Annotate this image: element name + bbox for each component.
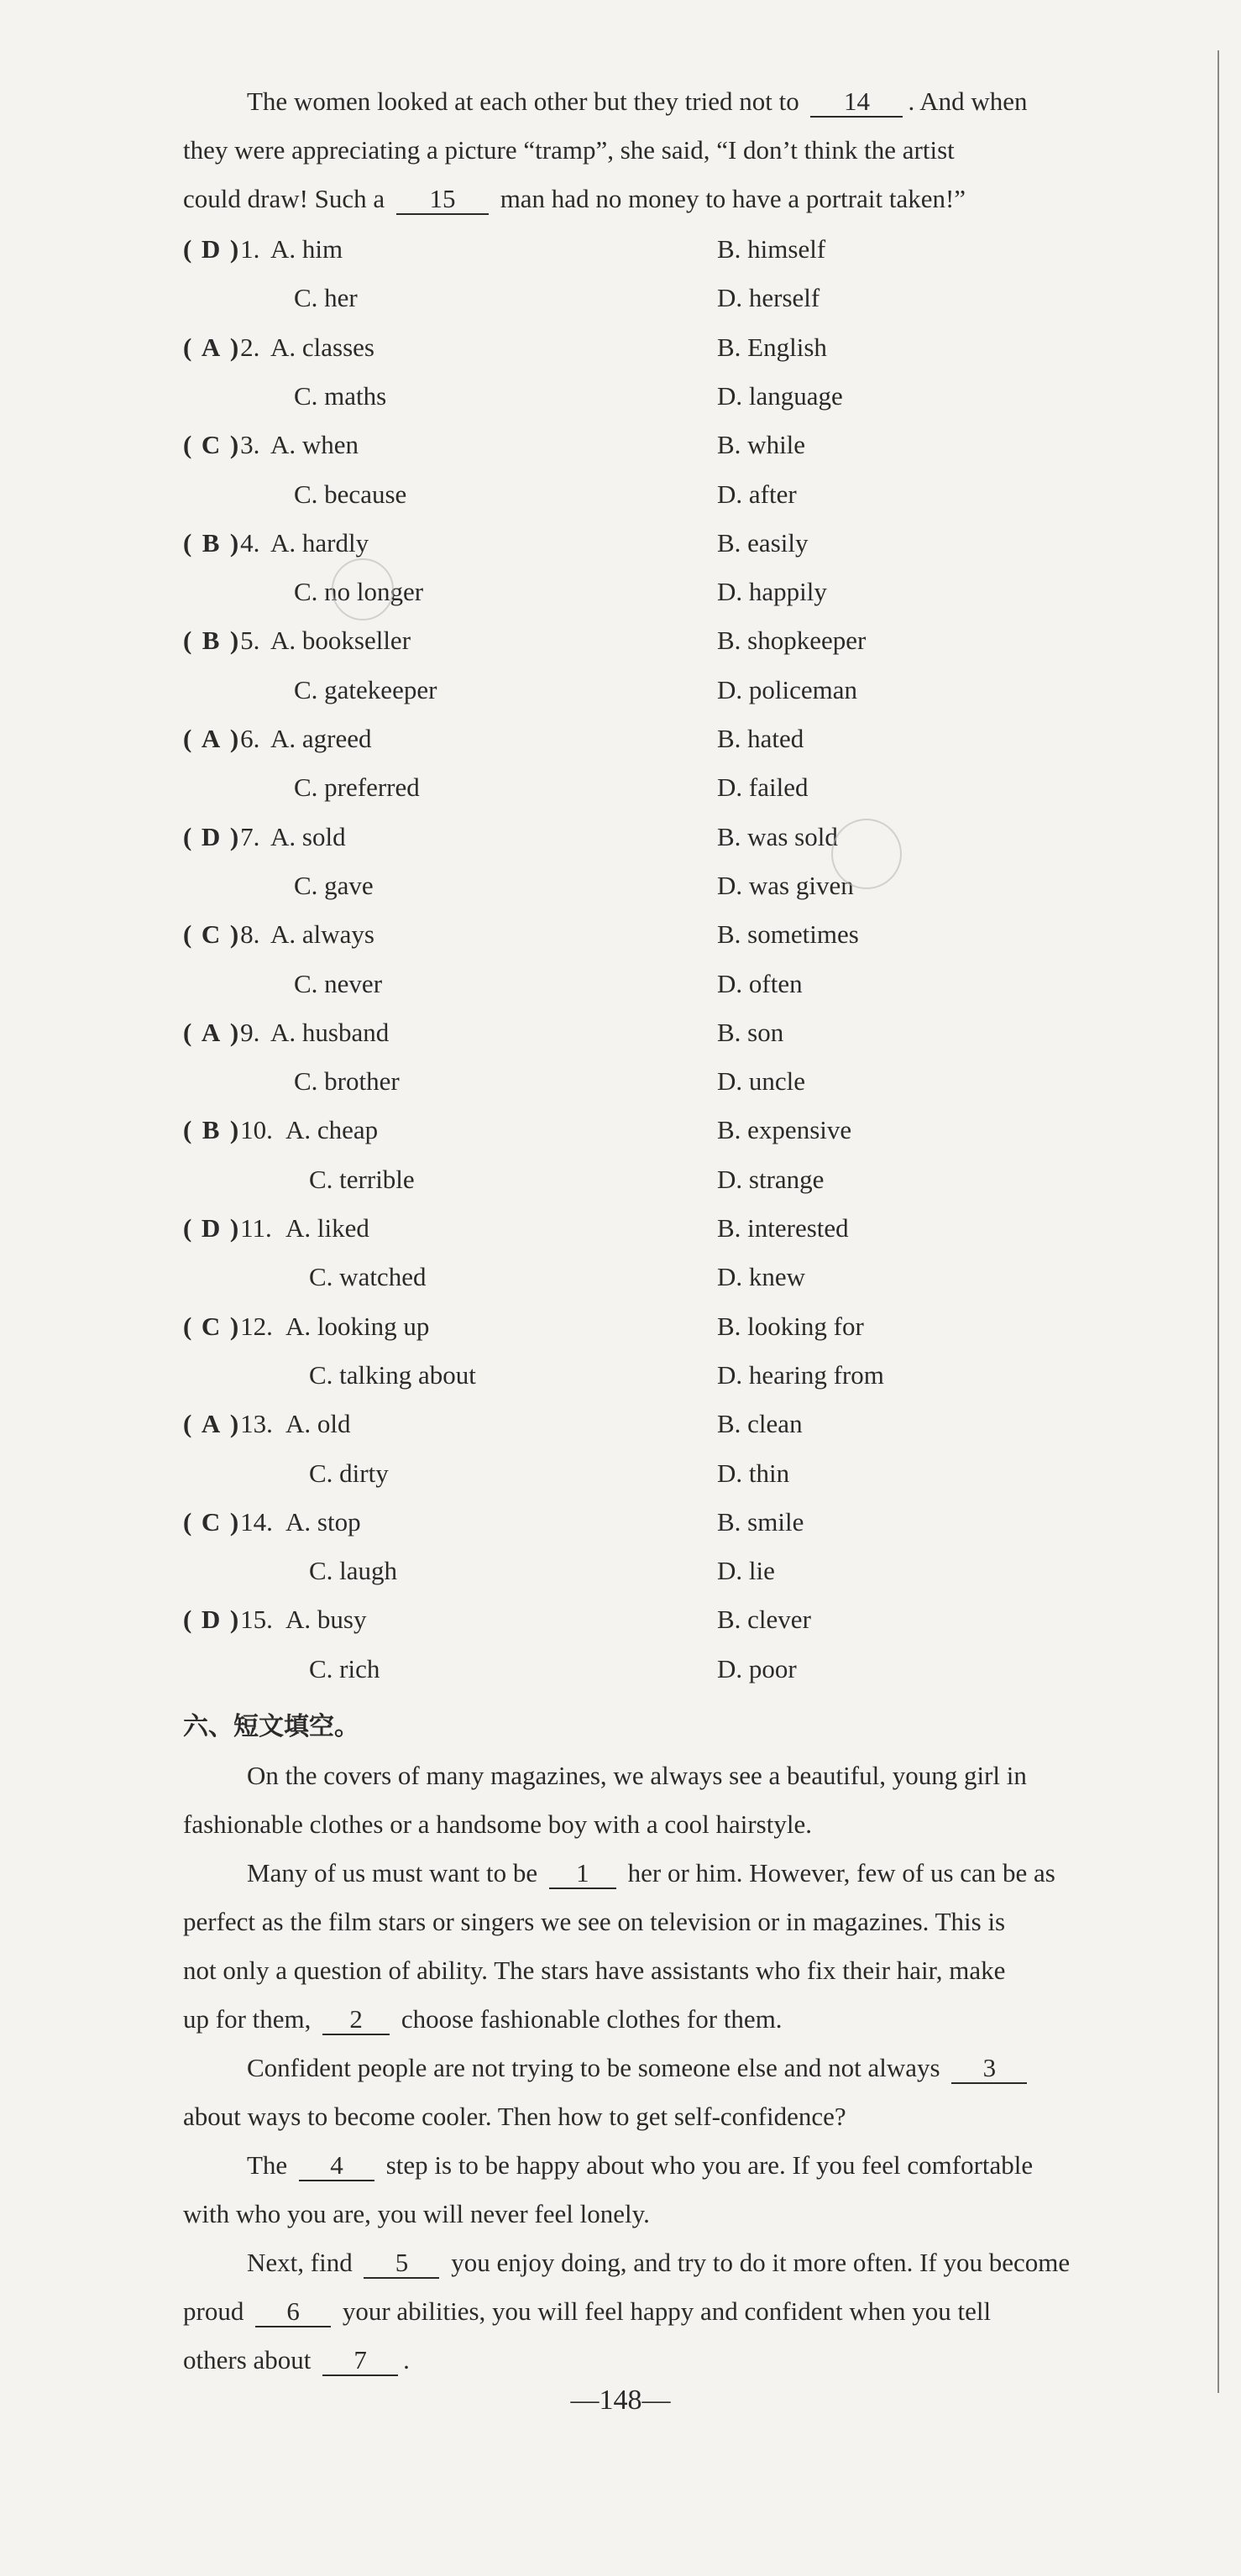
option-b: B. shopkeeper	[717, 626, 867, 656]
question-row-options	[183, 470, 1191, 519]
option-c: C. laugh	[309, 1556, 398, 1586]
passage-p2-line2: perfect as the film stars or singers we see on television or in magazines. This is	[183, 1907, 1006, 1936]
answer-bracket: ( C )8.	[183, 910, 259, 959]
question-row	[183, 1204, 1191, 1253]
passage-p5-line2-b: your abilities, you will feel happy and confident when you tell	[342, 2296, 992, 2326]
option-b: B. interested	[717, 1213, 849, 1243]
question-number: 15.	[240, 1605, 273, 1635]
answer-bracket: ( C )14.	[183, 1498, 273, 1547]
passage-p1-line1: On the covers of many magazines, we always see a beautiful, young girl in	[247, 1761, 1027, 1790]
option-a: A. busy	[285, 1605, 367, 1635]
answer-bracket: ( A )2.	[183, 323, 259, 372]
option-b: B. hated	[717, 724, 804, 753]
filled-answer: D	[201, 821, 221, 851]
passage-paragraph-4	[183, 2141, 1191, 2238]
option-d: D. thin	[717, 1458, 790, 1488]
option-b: B. while	[717, 430, 806, 460]
intro-paragraph	[183, 77, 1191, 223]
passage-p5-line1-b: you enjoy doing, and try to do it more often. If you become	[451, 2248, 1071, 2277]
question-row	[183, 1498, 1191, 1547]
option-c: C. because	[294, 479, 407, 509]
page-number: —148—	[570, 2385, 671, 2416]
filled-answer: C	[201, 1506, 221, 1537]
option-a: A. cheap	[285, 1115, 379, 1145]
question-row	[183, 421, 1191, 469]
option-d: D. failed	[717, 772, 809, 803]
option-c: C. rich	[309, 1653, 380, 1683]
filled-answer: C	[201, 430, 221, 460]
answer-bracket: ( C )12.	[183, 1302, 273, 1351]
question-row-options	[183, 763, 1191, 812]
option-c: C. gatekeeper	[294, 674, 437, 704]
question-number: 4.	[240, 527, 260, 558]
option-d: D. was given	[717, 870, 854, 900]
filled-answer: D	[201, 1213, 221, 1243]
option-b: B. expensive	[717, 1115, 852, 1145]
passage-p5-line2-a: proud	[183, 2296, 244, 2326]
option-d: D. often	[717, 968, 803, 998]
question-number: 12.	[240, 1311, 273, 1341]
question-row-options	[183, 274, 1191, 322]
question-row	[183, 1302, 1191, 1351]
answer-bracket: ( D )15.	[183, 1595, 273, 1644]
filled-answer: A	[201, 332, 221, 362]
question-row	[183, 1400, 1191, 1448]
option-d: D. uncle	[717, 1066, 806, 1097]
option-d: D. hearing from	[717, 1359, 884, 1390]
question-number: 1.	[240, 234, 260, 264]
question-row-options	[183, 960, 1191, 1008]
option-b: B. clever	[717, 1605, 811, 1635]
option-a: A. always	[270, 919, 374, 950]
question-number: 2.	[240, 332, 260, 362]
option-c: C. no longer	[294, 577, 424, 607]
option-b: B. looking for	[717, 1311, 864, 1341]
option-a: A. agreed	[270, 724, 372, 753]
passage-paragraph-2	[183, 1849, 1191, 2044]
passage-p5-line3-a: others about	[183, 2345, 312, 2374]
question-row-options	[183, 1155, 1191, 1204]
option-b: B. smile	[717, 1506, 804, 1537]
option-a: A. bookseller	[270, 626, 411, 656]
blank-5: 5	[364, 2249, 439, 2279]
question-row	[183, 225, 1191, 274]
blank-4: 4	[299, 2151, 374, 2181]
intro-line1-a: The women looked at each other but they tried not to	[247, 86, 799, 116]
filled-answer: C	[201, 1311, 221, 1341]
answer-bracket: ( B )4.	[183, 519, 259, 568]
option-c: C. dirty	[309, 1458, 389, 1488]
option-a: A. old	[285, 1409, 351, 1439]
question-row	[183, 616, 1191, 665]
question-row-options	[183, 861, 1191, 910]
question-row	[183, 1106, 1191, 1154]
answer-bracket: ( D )1.	[183, 225, 259, 274]
passage-p3-line2: about ways to become cooler. Then how to get self-confidence?	[183, 2102, 846, 2131]
option-c: C. gave	[294, 870, 374, 900]
question-number: 10.	[240, 1115, 273, 1145]
passage-p2-line4-b: choose fashionable clothes for them.	[401, 2004, 783, 2034]
passage-paragraph-3	[183, 2044, 1191, 2141]
passage-p5-line3-b: .	[403, 2345, 410, 2374]
option-d: D. language	[717, 380, 843, 411]
option-c: C. her	[294, 283, 358, 313]
option-b: B. English	[717, 332, 827, 362]
faint-stamp-mark	[332, 558, 394, 620]
option-d: D. poor	[717, 1653, 797, 1683]
question-row	[183, 323, 1191, 372]
filled-answer: D	[201, 234, 221, 264]
blank-3: 3	[951, 2054, 1027, 2084]
passage-p2-line3: not only a question of ability. The stars have assistants who fix their hair, make	[183, 1956, 1006, 1985]
question-number: 13.	[240, 1409, 273, 1439]
answer-bracket: ( B )10.	[183, 1106, 273, 1154]
option-b: B. clean	[717, 1409, 803, 1439]
blank-15: 15	[396, 185, 489, 215]
blank-14: 14	[810, 87, 903, 118]
blank-2: 2	[322, 2005, 390, 2035]
question-number: 3.	[240, 430, 260, 460]
question-row-options	[183, 666, 1191, 715]
question-row-options	[183, 372, 1191, 421]
passage-p4-line2: with who you are, you will never feel lonely.	[183, 2199, 650, 2228]
option-c: C. brother	[294, 1066, 400, 1097]
blank-7: 7	[322, 2346, 398, 2376]
question-row	[183, 715, 1191, 763]
question-row	[183, 910, 1191, 959]
question-row	[183, 519, 1191, 568]
option-c: C. maths	[294, 380, 387, 411]
question-number: 14.	[240, 1506, 273, 1537]
faint-stamp-mark	[831, 819, 902, 889]
option-d: D. strange	[717, 1164, 825, 1194]
question-row	[183, 1008, 1191, 1057]
filled-answer: A	[201, 1409, 221, 1439]
question-number: 7.	[240, 821, 260, 851]
section-six-title: 六、短文填空。	[183, 1712, 359, 1741]
option-c: C. watched	[309, 1262, 427, 1292]
option-d: D. happily	[717, 577, 827, 607]
option-d: D. policeman	[717, 674, 858, 704]
passage-p4-line1-b: step is to be happy about who you are. If you feel comfortable	[385, 2150, 1034, 2180]
question-number: 6.	[240, 724, 260, 753]
intro-line2: they were appreciating a picture “tramp”, she said, “I don’t think the artist	[183, 135, 955, 165]
question-row	[183, 813, 1191, 861]
intro-line3-b: man had no money to have a portrait taken!”	[500, 184, 966, 213]
passage-paragraph-5	[183, 2238, 1191, 2385]
question-row-options	[183, 1057, 1191, 1106]
option-b: B. himself	[717, 234, 826, 264]
filled-answer: C	[201, 919, 221, 950]
page-margin-rule	[1217, 50, 1219, 2393]
option-a: A. sold	[270, 821, 346, 851]
option-b: B. was sold	[717, 821, 838, 851]
passage-p1-line2: fashionable clothes or a handsome boy with a cool hairstyle.	[183, 1809, 812, 1839]
option-b: B. son	[717, 1017, 784, 1047]
question-row-options	[183, 1449, 1191, 1498]
option-d: D. herself	[717, 283, 820, 313]
answer-bracket: ( A )13.	[183, 1400, 273, 1448]
question-number: 5.	[240, 626, 260, 656]
option-a: A. husband	[270, 1017, 390, 1047]
filled-answer: D	[201, 1605, 221, 1635]
question-row-options	[183, 1645, 1191, 1694]
option-d: D. lie	[717, 1556, 775, 1586]
answer-bracket: ( D )11.	[183, 1204, 272, 1253]
option-a: A. when	[270, 430, 359, 460]
intro-line1-b: . And when	[908, 86, 1028, 116]
option-a: A. looking up	[285, 1311, 430, 1341]
answer-bracket: ( C )3.	[183, 421, 259, 469]
option-a: A. classes	[270, 332, 374, 362]
passage-p4-line1-a: The	[247, 2150, 288, 2180]
question-row-options	[183, 1547, 1191, 1595]
answer-bracket: ( B )5.	[183, 616, 259, 665]
filled-answer: B	[202, 626, 220, 656]
option-c: C. terrible	[309, 1164, 415, 1194]
question-row	[183, 1595, 1191, 1644]
passage-p2-line4-a: up for them,	[183, 2004, 312, 2034]
option-a: A. hardly	[270, 527, 369, 558]
filled-answer: A	[201, 724, 221, 753]
blank-6: 6	[255, 2297, 331, 2327]
answer-bracket: ( A )9.	[183, 1008, 259, 1057]
option-a: A. him	[270, 234, 343, 264]
blank-1: 1	[549, 1859, 616, 1889]
passage-p5-line1-a: Next, find	[247, 2248, 353, 2277]
option-c: C. talking about	[309, 1359, 476, 1390]
question-number: 8.	[240, 919, 260, 950]
question-number: 11.	[240, 1213, 272, 1243]
passage-p2-line1-a: Many of us must want to be	[247, 1858, 538, 1887]
filled-answer: B	[202, 1115, 220, 1145]
filled-answer: B	[202, 527, 220, 558]
passage-p2-line1-b: her or him. However, few of us can be as	[627, 1858, 1055, 1887]
answer-bracket: ( A )6.	[183, 715, 259, 763]
option-c: C. preferred	[294, 772, 420, 803]
passage-p3-line1-a: Confident people are not trying to be someone else and not always	[247, 2053, 940, 2082]
option-c: C. never	[294, 968, 383, 998]
answer-bracket: ( D )7.	[183, 813, 259, 861]
option-b: B. easily	[717, 527, 809, 558]
option-a: A. stop	[285, 1506, 361, 1537]
option-d: D. knew	[717, 1262, 806, 1292]
option-a: A. liked	[285, 1213, 369, 1243]
passage-paragraph-1	[183, 1751, 1191, 1849]
filled-answer: A	[201, 1017, 221, 1047]
question-row-options	[183, 1351, 1191, 1400]
option-d: D. after	[717, 479, 797, 509]
question-number: 9.	[240, 1017, 260, 1047]
intro-line3-a: could draw! Such a	[183, 184, 385, 213]
option-b: B. sometimes	[717, 919, 859, 950]
question-row-options	[183, 1253, 1191, 1301]
